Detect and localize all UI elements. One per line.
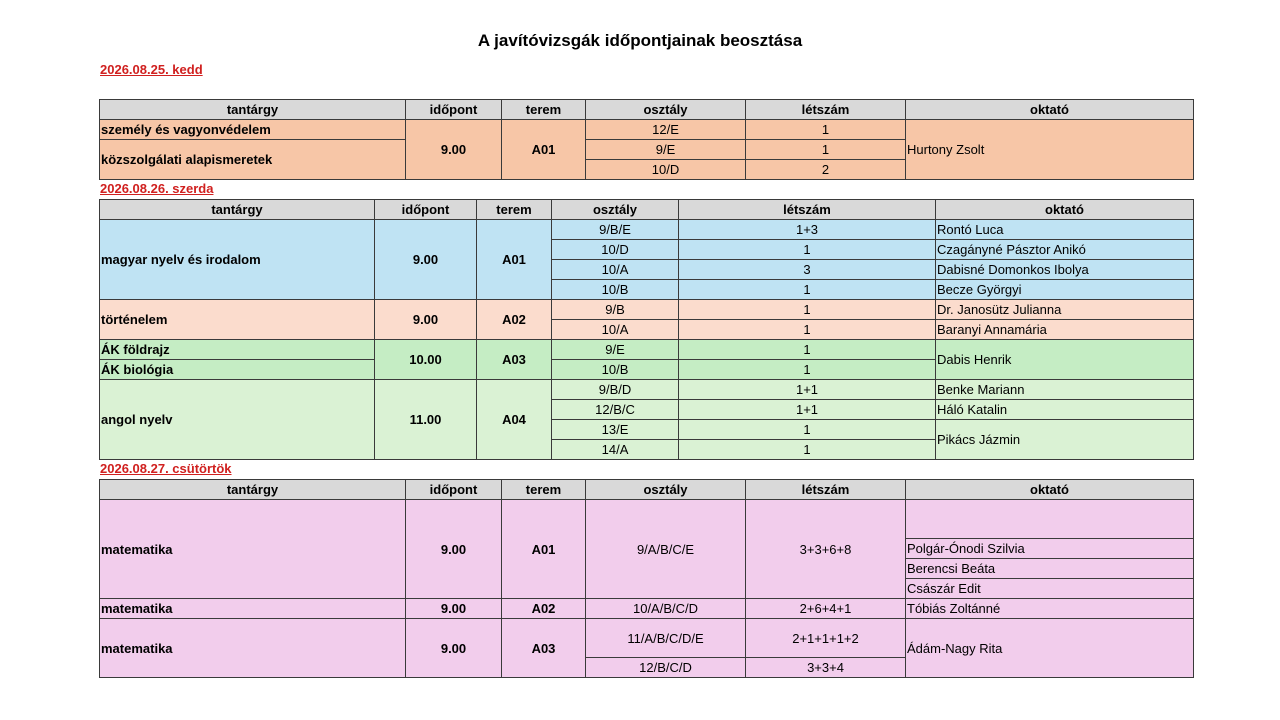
teacher-cell: Hurtony Zsolt — [906, 120, 1194, 180]
header-count: létszám — [679, 200, 936, 220]
table-header-row — [100, 200, 1194, 220]
teacher-cell: Dabis Henrik — [936, 340, 1194, 380]
subject-cell: matematika — [100, 619, 406, 678]
room-cell: A02 — [502, 599, 586, 619]
header-time: időpont — [406, 480, 502, 500]
teacher-cell: Baranyi Annamária — [936, 320, 1194, 340]
teacher-cell: Ádám-Nagy Rita — [906, 619, 1194, 678]
class-cell: 12/B/C — [552, 400, 679, 420]
teacher-cell: Pikács Jázmin — [936, 420, 1194, 460]
table-row — [100, 619, 1194, 658]
count-cell: 1 — [746, 120, 906, 140]
header-teacher: oktató — [906, 100, 1194, 120]
header-count: létszám — [746, 480, 906, 500]
table-row — [100, 340, 1194, 360]
count-cell: 1+1 — [679, 400, 936, 420]
subject-cell: matematika — [100, 599, 406, 619]
date-heading-day3: 2026.08.27. csütörtök — [100, 461, 232, 476]
time-cell: 10.00 — [375, 340, 477, 380]
room-cell: A01 — [502, 500, 586, 599]
schedule-table-day1 — [99, 99, 1194, 180]
subject-cell: történelem — [100, 300, 375, 340]
date-heading-day1: 2026.08.25. kedd — [100, 62, 203, 77]
teacher-cell: Dr. Janosütz Julianna — [936, 300, 1194, 320]
header-subject: tantárgy — [100, 480, 406, 500]
header-class: osztály — [586, 100, 746, 120]
subject-cell: személy és vagyonvédelem — [100, 120, 406, 140]
header-subject: tantárgy — [100, 200, 375, 220]
room-cell: A01 — [477, 220, 552, 300]
class-cell: 11/A/B/C/D/E — [586, 619, 746, 658]
class-cell: 10/B — [552, 360, 679, 380]
class-cell: 10/A — [552, 260, 679, 280]
table-row — [100, 300, 1194, 320]
count-cell: 3+3+4 — [746, 658, 906, 678]
class-cell: 9/A/B/C/E — [586, 500, 746, 599]
class-cell: 12/E — [586, 120, 746, 140]
room-cell: A03 — [502, 619, 586, 678]
time-cell: 9.00 — [375, 300, 477, 340]
subject-cell: ÁK biológia — [100, 360, 375, 380]
count-cell: 1+3 — [679, 220, 936, 240]
teacher-cell: Czagányné Pásztor Anikó — [936, 240, 1194, 260]
header-subject: tantárgy — [100, 100, 406, 120]
time-cell: 9.00 — [406, 500, 502, 599]
count-cell: 1 — [679, 300, 936, 320]
count-cell: 1 — [679, 340, 936, 360]
page-title: A javítóvizsgák időpontjainak beosztása — [477, 31, 803, 50]
teacher-cell: Rontó Luca — [936, 220, 1194, 240]
time-cell: 9.00 — [406, 599, 502, 619]
count-cell: 2+1+1+1+2 — [746, 619, 906, 658]
table-row — [100, 380, 1194, 400]
count-cell: 1 — [746, 140, 906, 160]
subject-cell: magyar nyelv és irodalom — [100, 220, 375, 300]
count-cell: 1 — [679, 440, 936, 460]
subject-cell: közszolgálati alapismeretek — [100, 140, 406, 180]
teacher-cell: Császár Edit — [906, 579, 1194, 599]
class-cell: 12/B/C/D — [586, 658, 746, 678]
header-class: osztály — [552, 200, 679, 220]
class-cell: 10/A — [552, 320, 679, 340]
time-cell: 9.00 — [375, 220, 477, 300]
class-cell: 10/D — [552, 240, 679, 260]
subject-cell: ÁK földrajz — [100, 340, 375, 360]
class-cell: 10/D — [586, 160, 746, 180]
teacher-cell: Tóbiás Zoltánné — [906, 599, 1194, 619]
header-class: osztály — [586, 480, 746, 500]
class-cell: 10/B — [552, 280, 679, 300]
teacher-cell: Háló Katalin — [936, 400, 1194, 420]
table-header-row — [100, 100, 1194, 120]
header-room: terem — [502, 480, 586, 500]
teacher-cell — [906, 500, 1194, 539]
count-cell: 2+6+4+1 — [746, 599, 906, 619]
room-cell: A03 — [477, 340, 552, 380]
class-cell: 9/B/E — [552, 220, 679, 240]
time-cell: 9.00 — [406, 619, 502, 678]
table-row — [100, 500, 1194, 539]
class-cell: 14/A — [552, 440, 679, 460]
class-cell: 9/B/D — [552, 380, 679, 400]
subject-cell: angol nyelv — [100, 380, 375, 460]
class-cell: 9/E — [586, 140, 746, 160]
header-count: létszám — [746, 100, 906, 120]
count-cell: 1+1 — [679, 380, 936, 400]
schedule-table-day2 — [99, 199, 1194, 460]
count-cell: 1 — [679, 420, 936, 440]
table-row — [100, 120, 1194, 140]
header-time: időpont — [406, 100, 502, 120]
header-time: időpont — [375, 200, 477, 220]
class-cell: 9/E — [552, 340, 679, 360]
count-cell: 3 — [679, 260, 936, 280]
table-header-row — [100, 480, 1194, 500]
subject-cell: matematika — [100, 500, 406, 599]
teacher-cell: Polgár-Ónodi Szilvia — [906, 539, 1194, 559]
teacher-cell: Dabisné Domonkos Ibolya — [936, 260, 1194, 280]
count-cell: 1 — [679, 240, 936, 260]
time-cell: 11.00 — [375, 380, 477, 460]
class-cell: 9/B — [552, 300, 679, 320]
count-cell: 2 — [746, 160, 906, 180]
count-cell: 1 — [679, 320, 936, 340]
count-cell: 3+3+6+8 — [746, 500, 906, 599]
header-room: terem — [502, 100, 586, 120]
table-row — [100, 599, 1194, 619]
room-cell: A02 — [477, 300, 552, 340]
schedule-table-day3 — [99, 479, 1194, 678]
table-row — [100, 220, 1194, 240]
room-cell: A01 — [502, 120, 586, 180]
count-cell: 1 — [679, 360, 936, 380]
teacher-cell: Becze Györgyi — [936, 280, 1194, 300]
header-teacher: oktató — [906, 480, 1194, 500]
room-cell: A04 — [477, 380, 552, 460]
header-teacher: oktató — [936, 200, 1194, 220]
date-heading-day2: 2026.08.26. szerda — [100, 181, 214, 196]
teacher-cell: Benke Mariann — [936, 380, 1194, 400]
time-cell: 9.00 — [406, 120, 502, 180]
class-cell: 13/E — [552, 420, 679, 440]
class-cell: 10/A/B/C/D — [586, 599, 746, 619]
count-cell: 1 — [679, 280, 936, 300]
teacher-cell: Berencsi Beáta — [906, 559, 1194, 579]
header-room: terem — [477, 200, 552, 220]
